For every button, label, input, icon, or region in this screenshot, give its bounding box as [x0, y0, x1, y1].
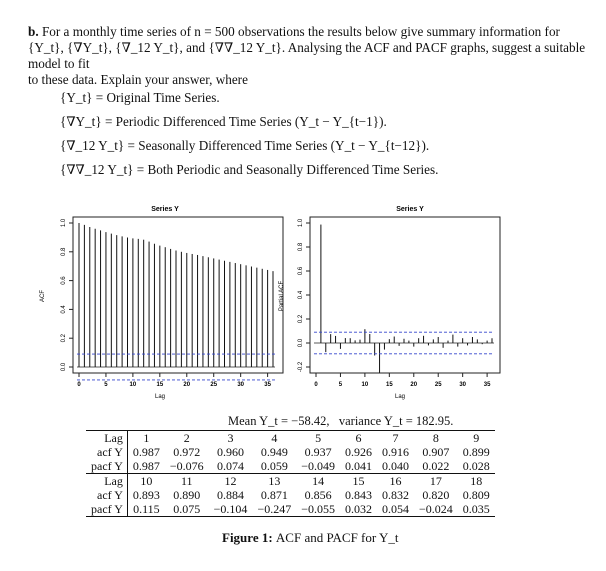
acf-xtick-label: 10 — [129, 382, 137, 388]
summary-line — [228, 414, 453, 429]
mean-text: Mean Y_t = −58.42, — [228, 414, 330, 428]
pacf-ytick-label: 0.4 — [298, 290, 304, 300]
table-row-label: Lag — [86, 431, 127, 446]
acf-pacf-table — [86, 430, 495, 517]
table-cell: 11 — [165, 474, 209, 489]
acf-ytick-label: 0.8 — [61, 247, 67, 256]
acf-title: Series Y — [151, 206, 179, 213]
table-cell: 0.032 — [340, 502, 377, 517]
table-cell: 0.022 — [422, 459, 450, 473]
pacf-plot-frame — [310, 217, 500, 373]
table-cell: 15 — [340, 474, 377, 489]
pacf-xlabel: Lag — [394, 394, 406, 400]
pacf-ytick-label: 0.2 — [298, 314, 304, 324]
definition-seasonal: {∇_12 Y_t} = Seasonally Differenced Time Series (Y_t − Y_{t−12}). — [60, 138, 430, 153]
table-cell: −0.104 — [209, 502, 253, 517]
table-row-pacf — [86, 502, 495, 517]
acf-xtick-label: 35 — [264, 382, 271, 388]
acf-chart — [40, 206, 283, 400]
table-cell: 0.893 — [132, 488, 160, 502]
table-cell: 9 — [458, 431, 495, 446]
table-cell: −0.055 — [296, 502, 340, 517]
pacf-xtick-label: 15 — [385, 382, 393, 388]
question-line-2: {Y_t}, {∇Y_t}, {∇_12 Y_t}, and {∇∇_12 Y_t}. Analysing the ACF and PACF graphs, suggest a suitable model to fit — [28, 40, 586, 71]
acf-xtick-label: 30 — [237, 382, 245, 388]
table-cell: 0.871 — [260, 488, 288, 502]
definition-both: {∇∇_12 Y_t} = Both Periodic and Seasonally Differenced Time Series. — [60, 162, 439, 177]
table-row-label: acf Y — [86, 488, 127, 502]
pacf-xtick-label: 35 — [483, 382, 491, 388]
pacf-ylabel: Partial ACF — [279, 280, 285, 312]
question-label: b. — [28, 24, 39, 39]
table-cell: 0.916 — [382, 445, 409, 459]
acf-xtick-label: 20 — [183, 382, 191, 388]
acf-ytick-label: 0.6 — [61, 276, 67, 285]
table-cell: 0.972 — [173, 445, 201, 459]
table-cell: 4 — [252, 431, 296, 446]
table-cell: 12 — [209, 474, 253, 489]
pacf-xtick-label: 5 — [338, 382, 343, 388]
acf-xlabel: Lag — [154, 394, 166, 400]
table-row-label: acf Y — [86, 445, 127, 459]
table-cell: −0.024 — [414, 502, 458, 517]
table-cell: 0.035 — [458, 502, 495, 517]
figure-caption — [222, 530, 398, 546]
figure-caption-text: ACF and PACF for Y_t — [275, 530, 399, 545]
pacf-xtick-label: 25 — [434, 382, 442, 388]
pacf-ytick-label: -0.2 — [298, 361, 304, 373]
table-cell: 13 — [252, 474, 296, 489]
table-cell: −0.076 — [169, 459, 204, 473]
pacf-chart — [279, 206, 500, 400]
table-cell: 0.843 — [345, 488, 372, 502]
pacf-ytick-label: 1.0 — [298, 218, 304, 228]
table-cell: 0.907 — [422, 445, 450, 459]
table-cell: 8 — [414, 431, 458, 446]
table-row-label: pacf Y — [86, 502, 127, 517]
table-cell: 0.820 — [422, 488, 450, 502]
pacf-title: Series Y — [396, 206, 424, 213]
acf-xtick-label: 0 — [77, 382, 81, 388]
table-cell: 14 — [296, 474, 340, 489]
table-cell: 0.960 — [217, 445, 245, 459]
table-cell: 0.040 — [382, 459, 409, 473]
pacf-xtick-label: 0 — [314, 382, 318, 388]
table-row-acf — [86, 488, 495, 502]
table-cell: 0.809 — [462, 488, 490, 502]
table-cell: 7 — [377, 431, 414, 446]
table-cell: 0.987 — [132, 459, 160, 473]
table-cell: 0.926 — [345, 445, 372, 459]
table-cell: 0.949 — [260, 445, 288, 459]
acf-ylabel: ACF — [40, 290, 46, 302]
table-cell: 0.028 — [462, 459, 490, 473]
table-cell: 0.884 — [217, 488, 245, 502]
table-cell: 6 — [340, 431, 377, 446]
pacf-ytick-label: 0.0 — [298, 338, 304, 348]
table-cell: 0.899 — [462, 445, 490, 459]
table-row-pacf — [86, 459, 495, 474]
table-cell: 0.041 — [345, 459, 372, 473]
table-cell: 0.115 — [127, 502, 165, 517]
table-cell: 3 — [209, 431, 253, 446]
table-cell: 0.987 — [132, 445, 160, 459]
table-cell: 0.054 — [377, 502, 414, 517]
pacf-xtick-label: 20 — [410, 382, 418, 388]
pacf-ytick-label: 0.8 — [298, 242, 304, 252]
acf-ytick-label: 0.2 — [61, 334, 67, 343]
table-cell: 0.832 — [382, 488, 409, 502]
table-row-lag — [86, 431, 495, 446]
table-cell: 1 — [127, 431, 165, 446]
table-row-lag — [86, 474, 495, 489]
table-cell: 0.059 — [260, 459, 288, 473]
table-cell: 2 — [165, 431, 209, 446]
table-cell: 10 — [127, 474, 165, 489]
pacf-xtick-label: 10 — [361, 382, 369, 388]
variance-text: variance Y_t = 182.95. — [338, 414, 454, 428]
table-cell: 0.890 — [173, 488, 201, 502]
table-cell: 16 — [377, 474, 414, 489]
table-cell: 0.856 — [304, 488, 332, 502]
table-cell: −0.049 — [301, 459, 335, 473]
pacf-xtick-label: 30 — [459, 382, 467, 388]
acf-ytick-label: 1.0 — [61, 218, 67, 228]
acf-xtick-label: 25 — [210, 382, 218, 388]
table-cell: 5 — [296, 431, 340, 446]
acf-ytick-label: 0.0 — [61, 362, 67, 372]
table-cell: 0.075 — [165, 502, 209, 517]
acf-xtick-label: 5 — [104, 382, 108, 388]
definition-periodic: {∇Y_t} = Periodic Differenced Time Series (Y_t − Y_{t−1}). — [60, 114, 387, 129]
table-row-label: pacf Y — [86, 459, 127, 474]
table-cell: 0.937 — [304, 445, 332, 459]
table-cell: 18 — [458, 474, 495, 489]
acf-xtick-label: 15 — [156, 382, 164, 388]
table-row-acf — [86, 445, 495, 459]
table-cell: 0.074 — [217, 459, 245, 473]
pacf-ytick-label: 0.6 — [298, 266, 304, 276]
table-cell: −0.247 — [252, 502, 296, 517]
acf-ytick-label: 0.4 — [61, 305, 67, 314]
question-line-3: to these data. Explain your answer, where — [28, 72, 248, 87]
question-line-1-text: For a monthly time series of n = 500 observations the results below give summary information for — [41, 24, 560, 39]
table-row-label: Lag — [86, 474, 127, 489]
figure-caption-label: Figure 1: — [222, 530, 273, 545]
table-cell: 17 — [414, 474, 458, 489]
definition-original: {Y_t} = Original Time Series. — [60, 90, 220, 105]
